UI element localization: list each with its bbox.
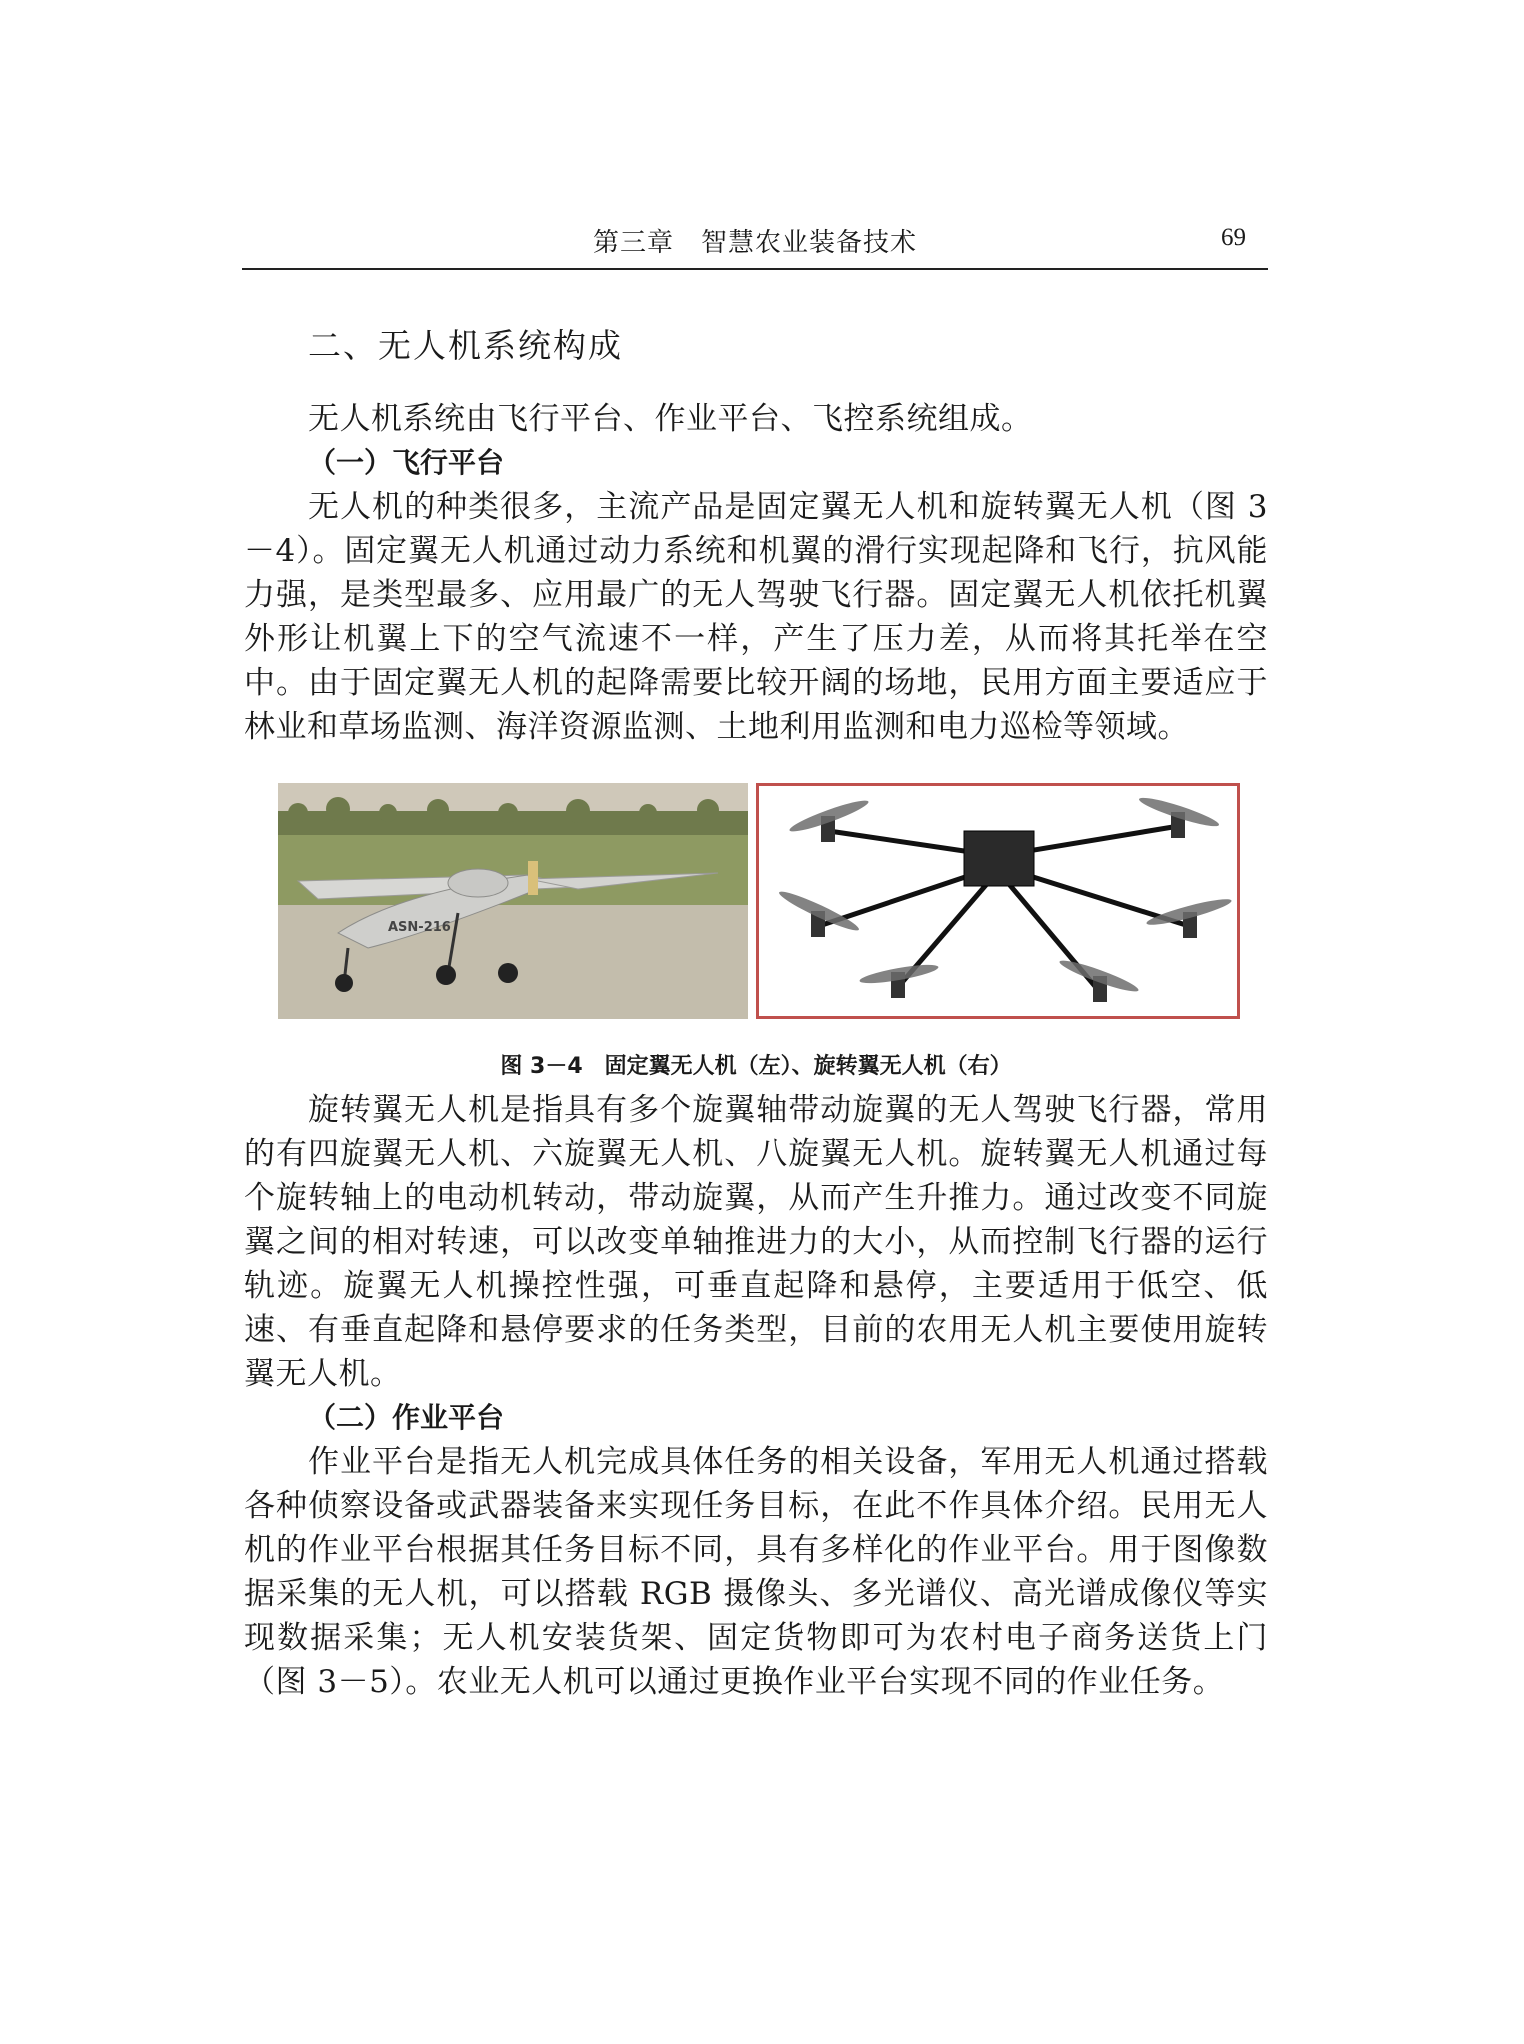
subsection-heading-flight-platform: （一）飞行平台 (308, 446, 505, 479)
running-header (242, 218, 1268, 270)
paragraph-work-platform: 作业平台是指无人机完成具体任务的相关设备，军用无人机通过搭载各种侦察设备或武器装备来实现任务目标，在此不作具体介绍。民用无人机的作业平台根据其任务目标不同，具有多样化的作业平台。用于图像数据采集的无人机，可以搭载 RGB 摄像头、多光谱仪、高光谱成像仪等实现数据采集；无人机安装货架、固定货物即可为农村电子商务送货上门（图 3－5）。农业无人机可以通过更换作业平台实现不同的作业任务。 (244, 1444, 1268, 1700)
multirotor-drone-photo (756, 783, 1240, 1019)
multirotor-drone-illustration (759, 786, 1237, 1016)
paragraph-fixed-wing: 无人机的种类很多，主流产品是固定翼无人机和旋转翼无人机（图 3－4）。固定翼无人机通过动力系统和机翼的滑行实现起降和飞行，抗风能力强，是类型最多、应用最广的无人驾驶飞行器。固定翼无人机依托机翼外形让机翼上下的空气流速不一样，产生了压力差，从而将其托举在空中。由于固定翼无人机的起降需要比较开阔的场地，民用方面主要适应于林业和草场监测、海洋资源监测、土地利用监测和电力巡检等领域。 (244, 489, 1268, 745)
subsection-heading-work-platform: （二）作业平台 (308, 1401, 505, 1434)
drone-model-label: ASN-216 (388, 920, 451, 935)
page-body (244, 320, 1268, 1704)
page-number: 69 (1221, 224, 1246, 251)
figure-3-4 (244, 783, 1268, 1043)
fixed-wing-drone-illustration (278, 783, 748, 1019)
chapter-title: 第三章 智慧农业装备技术 (592, 228, 917, 258)
figure-caption: 图 3－4 固定翼无人机（左）、旋转翼无人机（右） (500, 1054, 1012, 1079)
section-heading: 二、无人机系统构成 (308, 326, 623, 365)
fixed-wing-drone-photo (278, 783, 748, 1019)
intro-paragraph: 无人机系统由飞行平台、作业平台、飞控系统组成。 (308, 401, 1033, 437)
paragraph-rotary-wing: 旋转翼无人机是指具有多个旋翼轴带动旋翼的无人驾驶飞行器，常用的有四旋翼无人机、六旋翼无人机、八旋翼无人机。旋转翼无人机通过每个旋转轴上的电动机转动，带动旋翼，从而产生升推力。通过改变不同旋翼之间的相对转速，可以改变单轴推进力的大小，从而控制飞行器的运行轨迹。旋翼无人机操控性强，可垂直起降和悬停，主要适用于低空、低速、有垂直起降和悬停要求的任务类型，目前的农用无人机主要使用旋转翼无人机。 (244, 1092, 1268, 1392)
